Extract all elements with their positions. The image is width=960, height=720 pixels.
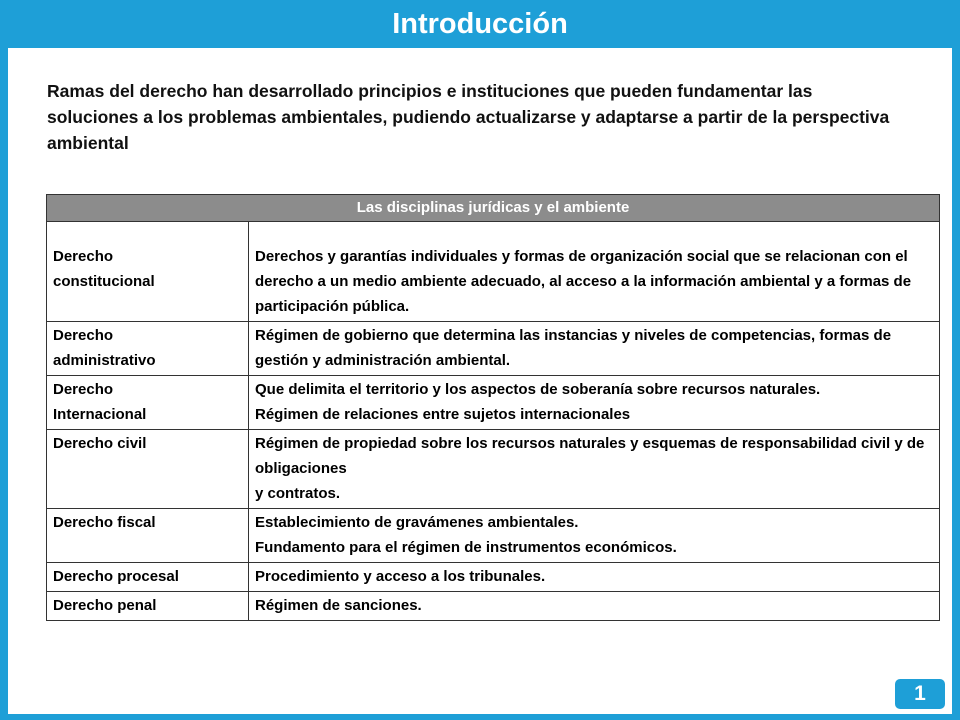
discipline-description xyxy=(249,322,940,376)
discipline-name-line: Internacional xyxy=(53,406,147,423)
discipline-name-line: Derecho fiscal xyxy=(53,514,156,531)
page-number-badge: 1 xyxy=(893,677,947,711)
discipline-description xyxy=(249,509,940,563)
discipline-name-line: Derecho civil xyxy=(53,435,147,452)
discipline-name xyxy=(47,322,249,376)
discipline-name-line: Derecho xyxy=(53,248,114,265)
description-line: Régimen de relaciones entre sujetos internacionales xyxy=(255,406,631,423)
table-row xyxy=(47,222,940,322)
description-line: Régimen de gobierno que determina las instancias y niveles de competencias, formas de gestión y administración ambiental. xyxy=(255,327,892,369)
table-header-row xyxy=(47,195,940,222)
discipline-name-line: constitucional xyxy=(53,273,155,290)
table-row xyxy=(47,376,940,430)
discipline-name-line: administrativo xyxy=(53,352,156,369)
table-row xyxy=(47,430,940,509)
table-caption: Las disciplinas jurídicas y el ambiente xyxy=(47,195,940,222)
discipline-description xyxy=(249,376,940,430)
description-line: Establecimiento de gravámenes ambientales. xyxy=(255,514,579,531)
discipline-name xyxy=(47,592,249,621)
description-line: y contratos. xyxy=(255,485,341,502)
discipline-name xyxy=(47,376,249,430)
title-bar xyxy=(0,0,960,48)
slide-content xyxy=(8,48,952,714)
discipline-name xyxy=(47,430,249,509)
discipline-name-line: Derecho penal xyxy=(53,597,157,614)
discipline-name xyxy=(47,563,249,592)
description-line: Que delimita el territorio y los aspectos de soberanía sobre recursos naturales. xyxy=(255,381,821,398)
description-line: Procedimiento y acceso a los tribunales. xyxy=(255,568,546,585)
discipline-name xyxy=(47,509,249,563)
table-row xyxy=(47,563,940,592)
slide-title: Introducción xyxy=(392,7,568,40)
table-row xyxy=(47,592,940,621)
discipline-description xyxy=(249,563,940,592)
description-line: Régimen de sanciones. xyxy=(255,597,422,614)
discipline-name-line: Derecho xyxy=(53,381,114,398)
description-line: Derechos y garantías individuales y formas de organización social que se relacionan con el derecho a un medio ambiente adecuado, al acceso a la información ambiental y a formas de participación pública. xyxy=(255,248,912,315)
table-row xyxy=(47,509,940,563)
disciplines-table xyxy=(46,194,940,621)
description-line: Fundamento para el régimen de instrumentos económicos. xyxy=(255,539,677,556)
discipline-name-line: Derecho procesal xyxy=(53,568,179,585)
discipline-description xyxy=(249,592,940,621)
description-line: Régimen de propiedad sobre los recursos naturales y esquemas de responsabilidad civil y de obligaciones xyxy=(255,435,925,477)
discipline-description xyxy=(249,430,940,509)
intro-paragraph: Ramas del derecho han desarrollado principios e instituciones que pueden fundamentar las soluciones a los problemas ambientales, pudiendo actualizarse y adaptarse a partir de la perspectiva ambiental xyxy=(47,81,890,153)
discipline-description xyxy=(249,222,940,322)
discipline-name-line: Derecho xyxy=(53,327,114,344)
table-row xyxy=(47,322,940,376)
discipline-name xyxy=(47,222,249,322)
